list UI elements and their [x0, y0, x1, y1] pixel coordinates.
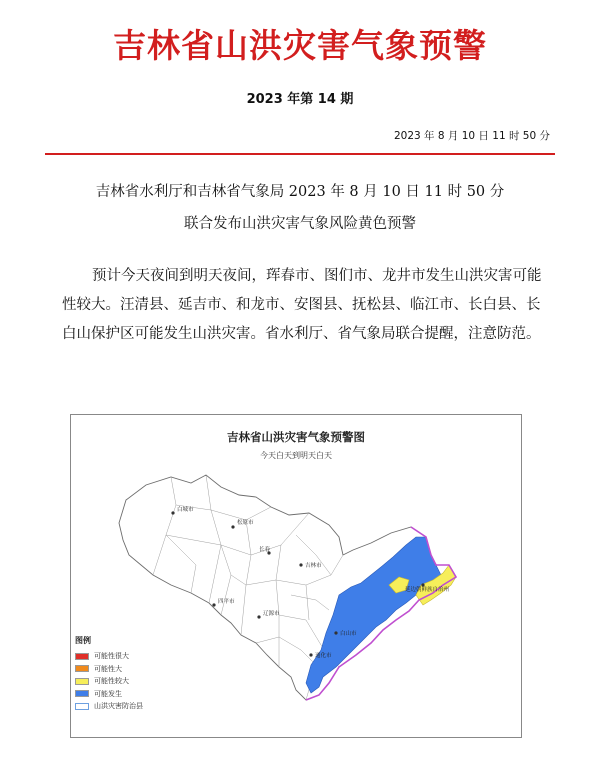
map-subtitle: 今天白天到明天白天	[260, 451, 332, 460]
legend-swatch-likely	[75, 678, 89, 685]
map-title: 吉林省山洪灾害气象预警图	[227, 430, 365, 444]
legend-item	[75, 675, 143, 688]
label-baishan: 白山市	[340, 631, 357, 637]
legend-title: 图例	[75, 636, 91, 645]
notice-heading-line1: 吉林省水利厅和吉林省气象局 2023 年 8 月 10 日 11 时 50 分	[95, 184, 505, 200]
legend-label: 可能性很大	[94, 652, 129, 661]
legend-item	[75, 663, 143, 676]
label-siping: 四平市	[218, 599, 235, 605]
issue-datetime: 2023 年 8 月 10 日 11 时 50 分	[393, 130, 550, 142]
legend-swatch-prevention-county	[75, 703, 89, 710]
label-tonghua: 通化市	[315, 653, 332, 659]
red-divider	[45, 153, 555, 155]
legend-label: 山洪灾害防治县	[94, 702, 143, 711]
label-yanbian: 延边朝鲜族自治州	[405, 587, 450, 593]
legend-item	[75, 650, 143, 663]
legend-swatch-very-high	[75, 653, 89, 660]
map-legend	[75, 635, 143, 713]
document-title: 吉林省山洪灾害气象预警	[113, 26, 487, 65]
legend-swatch-high	[75, 665, 89, 672]
notice-body: 预计今天夜间到明天夜间，珲春市、图们市、龙井市发生山洪灾害可能性较大。汪清县、延吉市、和龙市、安图县、抚松县、临江市、长白县、长白山保护区可能发生山洪灾害。省水利厅、省气象局联合提醒，注意防范。	[62, 268, 542, 342]
warning-map	[70, 414, 522, 738]
legend-item	[75, 700, 143, 713]
legend-label: 可能性大	[94, 664, 122, 673]
legend-swatch-possible	[75, 690, 89, 697]
issue-number: 2023 年第 14 期	[246, 92, 354, 107]
label-songyuan: 松原市	[237, 520, 254, 526]
label-baicheng: 白城市	[177, 507, 194, 513]
legend-label: 可能发生	[94, 689, 122, 698]
legend-label: 可能性较大	[94, 677, 129, 686]
label-liaoyuan: 辽源市	[263, 611, 280, 617]
notice-heading-line2: 联合发布山洪灾害气象风险黄色预警	[184, 216, 416, 232]
label-jilin: 吉林市	[305, 563, 322, 569]
legend-item	[75, 688, 143, 701]
label-changchun: 长春	[259, 547, 271, 553]
